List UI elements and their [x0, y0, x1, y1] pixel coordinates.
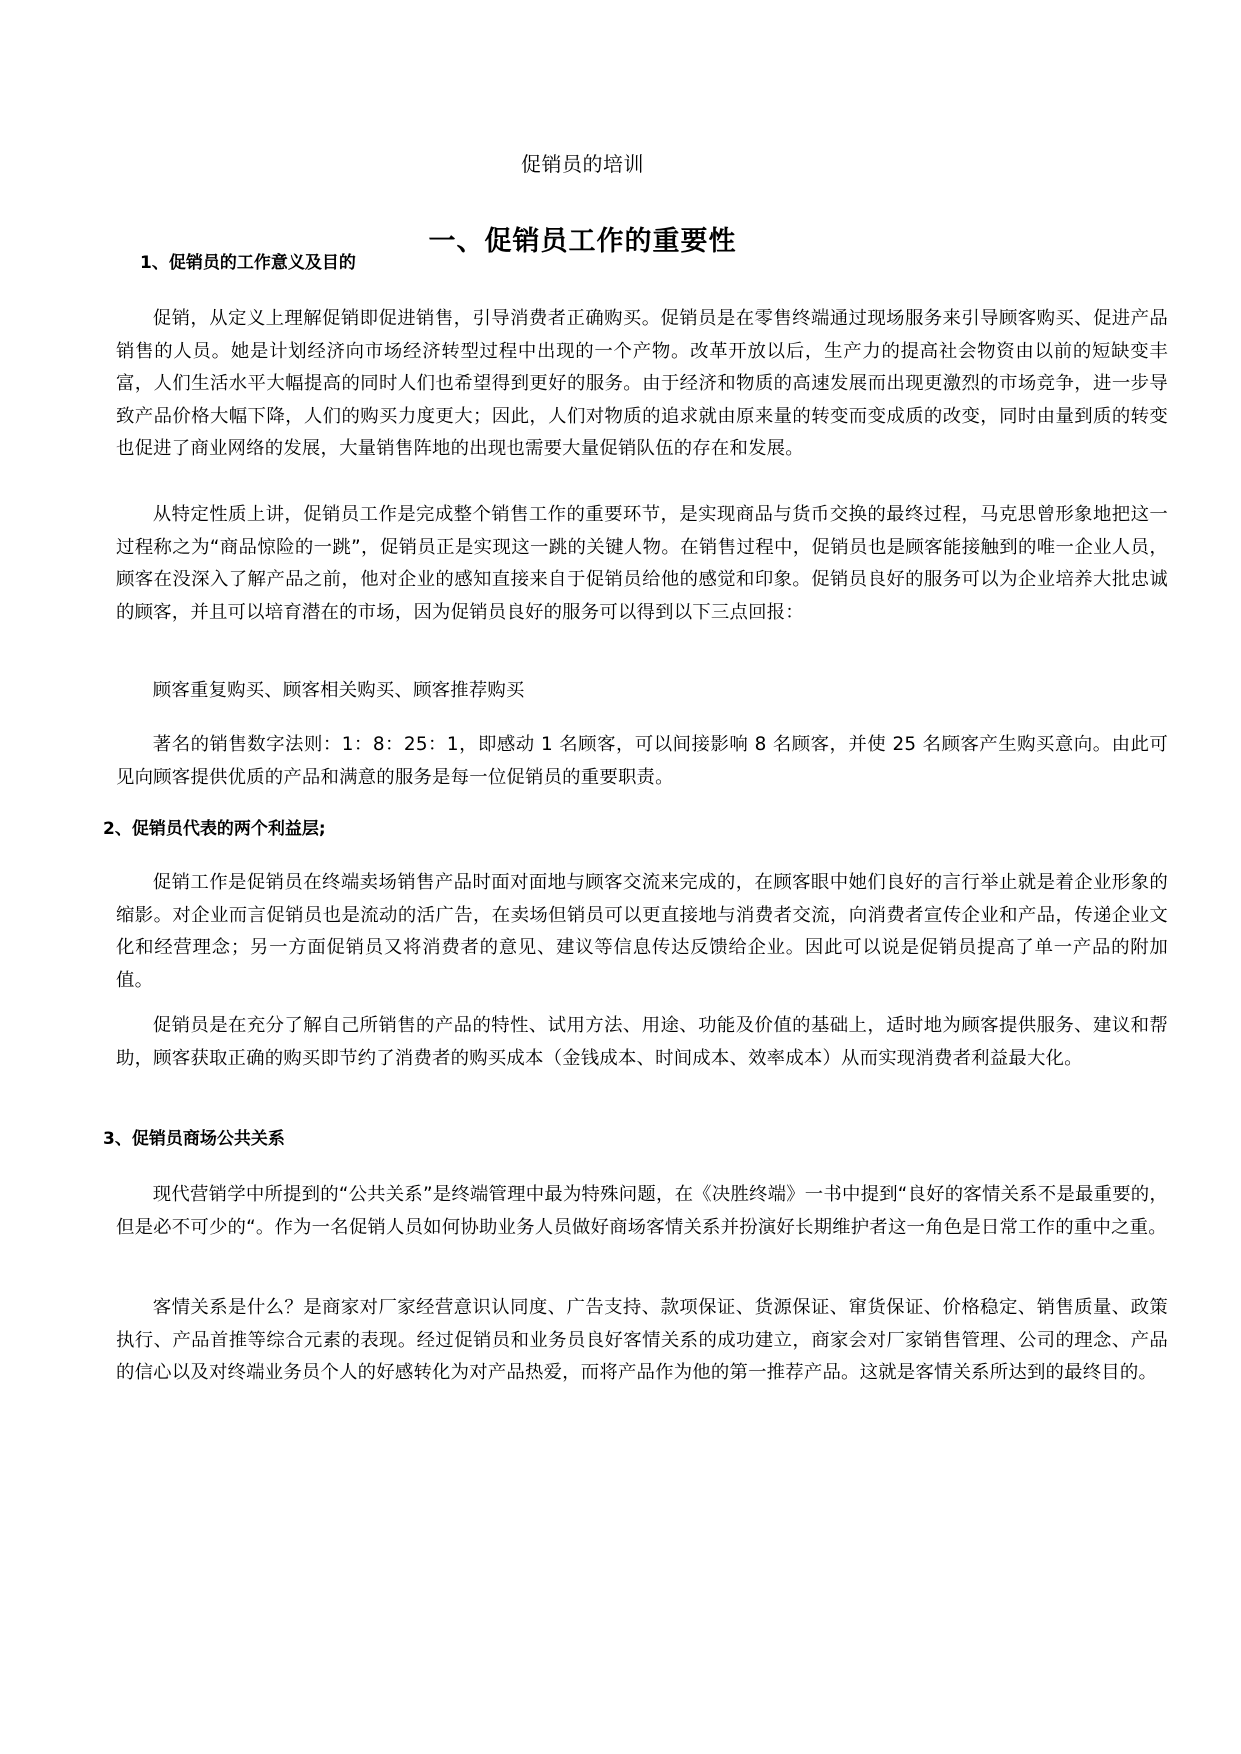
- subsection-heading-interests: 2、促销员代表的两个利益层;: [103, 819, 326, 839]
- paragraph-nature: 从特定性质上讲，促销员工作是完成整个销售工作的重要环节，是实现商品与货币交换的最终过程，马克思曾形象地把这一过程称之为“商品惊险的一跳”，促销员正是实现这一跳的关键人物。在销售过程中，促销员也是顾客能接触到的唯一企业人员，顾客在没深入了解产品之前，他对企业的感知直接来自于促销员给他的感觉和印象。促销员良好的服务可以为企业培养大批忠诚的顾客，并且可以培育潜在的市场，因为促销员良好的服务可以得到以下三点回报：: [116, 504, 1168, 623]
- paragraph-consumer-benefit: 促销员是在充分了解自己所销售的产品的特性、试用方法、用途、功能及价值的基础上，适时地为顾客提供服务、建议和帮助，顾客获取正确的购买即节约了消费者的购买成本（金钱成本、时间成本、效率成本）从而实现消费者利益最大化。: [116, 1015, 1168, 1069]
- paragraph-public-relations: 现代营销学中所提到的“公共关系”是终端管理中最为特殊问题，在《决胜终端》一书中提到“良好的客情关系不是最重要的，但是必不可少的“。作为一名促销人员如何协助业务人员做好商场客情关系并扮演好长期维护者这一角色是日常工作的重中之重。: [116, 1184, 1168, 1238]
- subsection-heading-meaning: 1、促销员的工作意义及目的: [140, 253, 356, 273]
- subsection-heading-public-relations: 3、促销员商场公共关系: [103, 1129, 285, 1149]
- paragraph-brand-image: 促销工作是促销员在终端卖场销售产品时面对面地与顾客交流来完成的，在顾客眼中她们良好的言行举止就是着企业形象的缩影。对企业而言促销员也是流动的活广告，在卖场但销员可以更直接地与消费者交流，向消费者宣传企业和产品，传递企业文化和经营理念；另一方面促销员又将消费者的意见、建议等信息传达反馈给企业。因此可以说是促销员提高了单一产品的附加值。: [116, 872, 1168, 991]
- paragraph-customer-relations: 客情关系是什么？是商家对厂家经营意识认同度、广告支持、款项保证、货源保证、窜货保证、价格稳定、销售质量、政策执行、产品首推等综合元素的表现。经过促销员和业务员良好客情关系的成功建立，商家会对厂家销售管理、公司的理念、产品的信心以及对终端业务员个人的好感转化为对产品热爱，而将产品作为他的第一推荐产品。这就是客情关系所达到的最终目的。: [116, 1297, 1168, 1383]
- section-heading-importance: 一、促销员工作的重要性: [428, 226, 737, 257]
- paragraph-definition: 促销，从定义上理解促销即促进销售，引导消费者正确购买。促销员是在零售终端通过现场服务来引导顾客购买、促进产品销售的人员。她是计划经济向市场经济转型过程中出现的一个产物。改革开放以后，生产力的提高社会物资由以前的短缺变丰富，人们生活水平大幅提高的同时人们也希望得到更好的服务。由于经济和物质的高速发展而出现更激烈的市场竞争，进一步导致产品价格大幅下降，人们的购买力度更大；因此，人们对物质的追求就由原来量的转变而变成质的改变，同时由量到质的转变也促进了商业网络的发展，大量销售阵地的出现也需要大量促销队伍的存在和发展。: [116, 308, 1168, 459]
- paragraph-sales-rule: 著名的销售数字法则：1：8：25：1，即感动 1 名顾客，可以间接影响 8 名顾客，并使 25 名顾客产生购买意向。由此可见向顾客提供优质的产品和满意的服务是每一位促销员的重要职责。: [116, 734, 1168, 788]
- document-title: 促销员的培训: [521, 152, 644, 176]
- paragraph-returns: 顾客重复购买、顾客相关购买、顾客推荐购买: [152, 680, 525, 701]
